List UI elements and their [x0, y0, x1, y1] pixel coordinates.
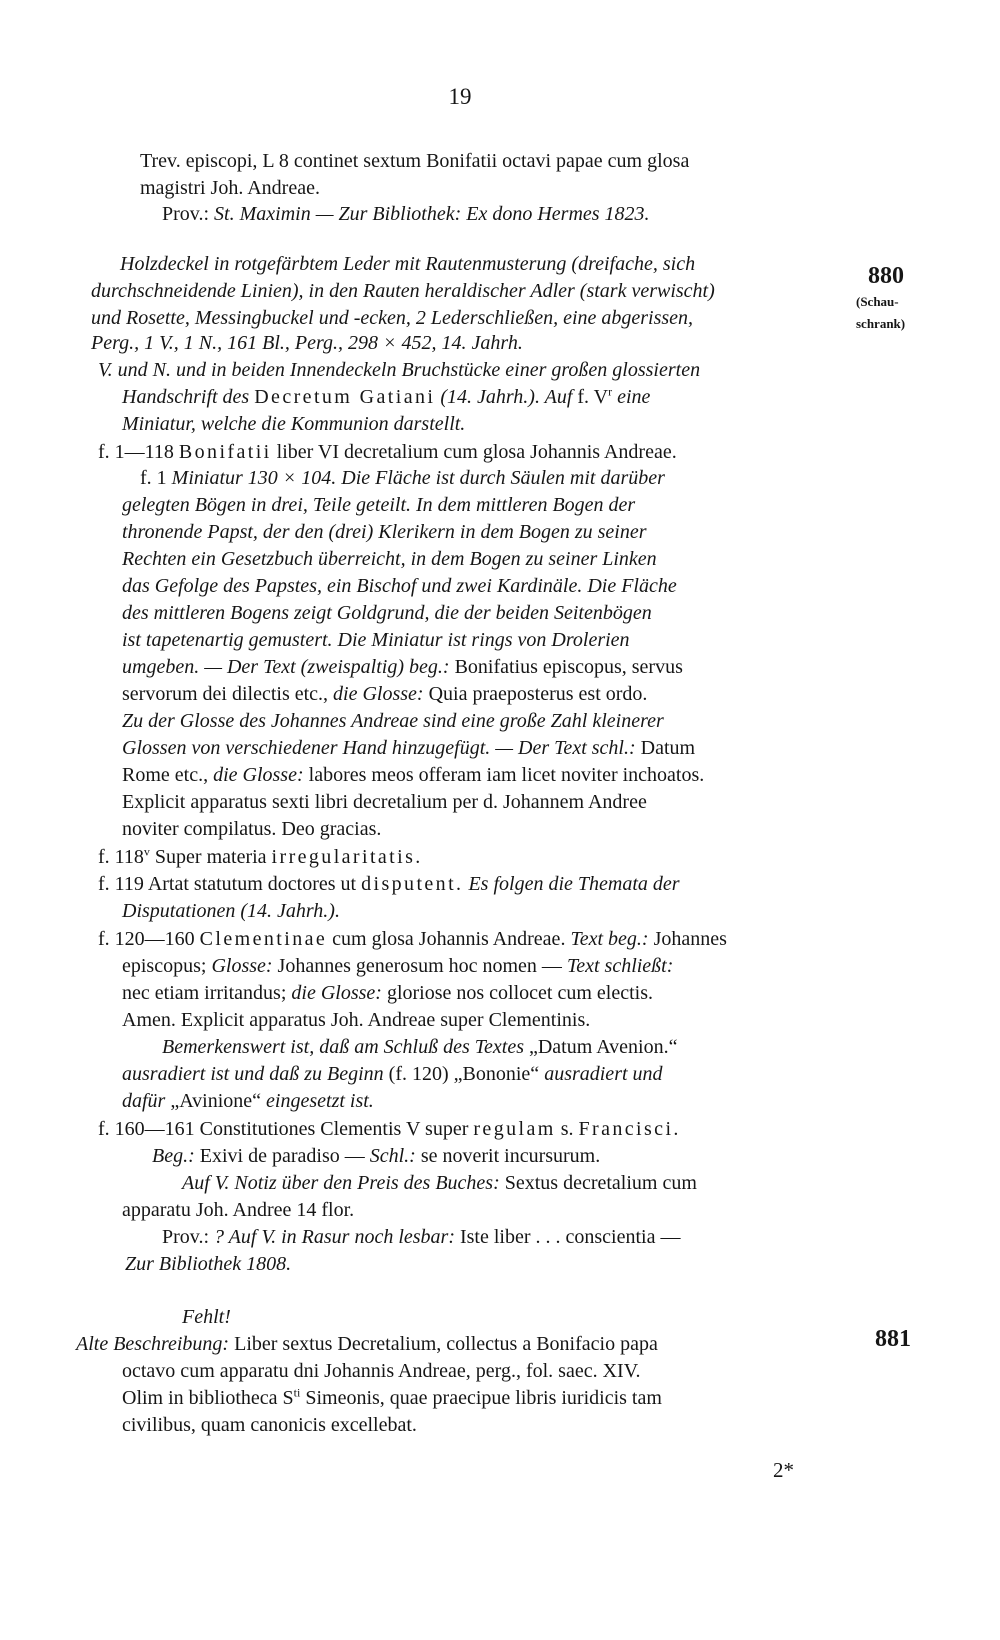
text-line: nec etiam irritandus; die Glosse: gloriose nos collocet cum electis. — [122, 982, 653, 1004]
text-line: Beg.: Exivi de paradiso — Schl.: se noverit incursurum. — [152, 1145, 601, 1167]
text-line: Perg., 1 V., 1 N., 161 Bl., Perg., 298 × 452, 14. Jahrh. — [91, 332, 523, 354]
text-line: f. 119 Artat statutum doctores ut disputent. Es folgen die Themata der — [98, 873, 680, 895]
page-number: 19 — [448, 84, 472, 109]
text-line: gelegten Bögen in drei, Teile geteilt. In dem mittleren Bogen der — [122, 494, 636, 516]
text-line: dafür „Avinione“ eingesetzt ist. — [122, 1090, 374, 1112]
text-line: f. 120—160 Clementinae cum glosa Johannis Andreae. Text beg.: Johannes — [98, 928, 727, 950]
text-line: Rome etc., die Glosse: labores meos offeram iam licet noviter inchoatos. — [122, 764, 705, 786]
text-line: Prov.: ? Auf V. in Rasur noch lesbar: Iste liber . . . conscientia — — [162, 1226, 681, 1248]
text-line: durchschneidende Linien), in den Rauten heraldischer Adler (stark verwischt) — [91, 280, 715, 302]
text-line: Auf V. Notiz über den Preis des Buches: Sextus decretalium cum — [182, 1172, 697, 1194]
text-line: octavo cum apparatu dni Johannis Andreae, perg., fol. saec. XIV. — [122, 1360, 641, 1382]
text-line: des mittleren Bogens zeigt Goldgrund, die der beiden Seitenbögen — [122, 602, 652, 624]
text-line: Trev. episcopi, L 8 continet sextum Bonifatii octavi papae cum glosa — [140, 150, 690, 172]
text-line: thronende Papst, der den (drei) Klerikern in dem Bogen zu seiner — [122, 521, 647, 543]
text-line: f. 1 Miniatur 130 × 104. Die Fläche ist durch Säulen mit darüber — [140, 467, 665, 489]
text-line: Zu der Glosse des Johannes Andreae sind eine große Zahl kleinerer — [122, 710, 664, 732]
text-line: f. 1—118 Bonifatii liber VI decretalium cum glosa Johannis Andreae. — [98, 441, 677, 463]
text-line: f. 160—161 Constitutiones Clementis V super regulam s. Francisci. — [98, 1118, 681, 1140]
text-line: Olim in bibliotheca $S^{ti}$ Simeonis, quae praecipue libris iuridicis tam — [122, 1385, 662, 1409]
text-line: umgeben. — Der Text (zweispaltig) beg.: Bonifatius episcopus, servus — [122, 656, 683, 678]
text-line: Rechten ein Gesetzbuch überreicht, in dem Bogen zu seiner Linken — [122, 548, 657, 570]
text-line: magistri Joh. Andreae. — [140, 177, 320, 199]
text-line: apparatu Joh. Andree 14 flor. — [122, 1199, 355, 1221]
entry-880-location-note-1: (Schau- — [856, 294, 899, 309]
text-line: und Rosette, Messingbuckel und -ecken, 2 Lederschließen, eine abgerissen, — [91, 307, 694, 329]
text-line: episcopus; Glosse: Johannes generosum hoc nomen — Text schließt: — [122, 955, 674, 977]
entry-number-880: 880 — [868, 263, 904, 289]
text-line: Bemerkenswert ist, daß am Schluß des Textes „Datum Avenion.“ — [162, 1036, 678, 1058]
text-line: Amen. Explicit apparatus Joh. Andreae super Clementinis. — [122, 1009, 591, 1031]
text-line: Disputationen (14. Jahrh.). — [122, 900, 340, 922]
text-line: servorum dei dilectis etc., die Glosse: Quia praeposterus est ordo. — [122, 683, 648, 705]
text-line: Explicit apparatus sexti libri decretalium per d. Johannem Andree — [122, 791, 647, 813]
text-line: civilibus, quam canonicis excellebat. — [122, 1414, 417, 1436]
text-line: Glossen von verschiedener Hand hinzugefügt. — Der Text schl.: Datum — [122, 737, 696, 759]
text-line: Fehlt! — [182, 1306, 231, 1328]
text-line: ist tapetenartig gemustert. Die Miniatur ist rings von Drolerien — [122, 629, 630, 651]
text-line: f. 118$^v$ Super materia irregularitatis. — [98, 844, 423, 868]
text-line: Zur Bibliothek 1808. — [125, 1253, 292, 1275]
text-line: Miniatur, welche die Kommunion darstellt. — [122, 413, 466, 435]
text-line: ausradiert ist und daß zu Beginn (f. 120) „Bononie“ ausradiert und — [122, 1063, 663, 1085]
entry-880-location-note-2: schrank) — [856, 316, 906, 331]
text-line: Handschrift des Decretum Gatiani (14. Jahrh.). Auf f. $V^r$ eine — [122, 384, 651, 408]
text-line: V. und N. und in beiden Innendeckeln Bruchstücke einer großen glossierten — [98, 359, 701, 381]
text-line: Alte Beschreibung: Liber sextus Decretalium, collectus a Bonifacio papa — [76, 1333, 658, 1355]
signature-mark: 2* — [773, 1458, 794, 1482]
entry-number-881: 881 — [875, 1326, 911, 1352]
text-line: das Gefolge des Papstes, ein Bischof und zwei Kardinäle. Die Fläche — [122, 575, 677, 597]
text-line: noviter compilatus. Deo gracias. — [122, 818, 382, 840]
text-line: Prov.: St. Maximin — Zur Bibliothek: Ex dono Hermes 1823. — [162, 203, 650, 225]
text-line: Holzdeckel in rotgefärbtem Leder mit Rautenmusterung (dreifache, sich — [120, 253, 696, 275]
